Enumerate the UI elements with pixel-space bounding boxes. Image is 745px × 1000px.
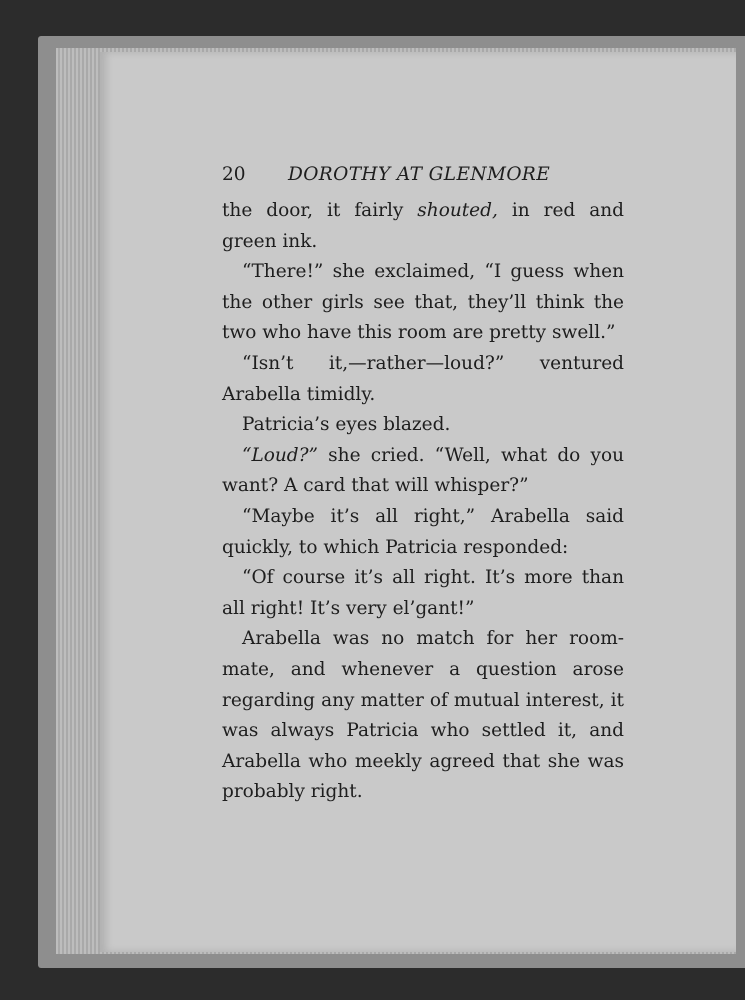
- paragraph-1: [222, 196, 624, 257]
- paragraph-text: the door, it fairly: [222, 200, 418, 221]
- paragraph-3: “Isn’t it,—rather—loud?” ventured Arabella timidly.: [222, 352, 624, 405]
- paragraph-4: Patricia’s eyes blazed.: [242, 414, 451, 436]
- emphasis-loud: “Loud?”: [242, 444, 319, 466]
- running-title: DOROTHY AT GLENMORE: [288, 164, 551, 185]
- paragraph-text: she cried. “Well, what do you want? A card that will whisper?”: [222, 444, 624, 497]
- paragraph-2: “There!” she exclaimed, “I guess when the other girls see that, they’ll think the two who have this room are pretty swell.”: [222, 261, 624, 344]
- paragraph-text: in red and green ink.: [222, 200, 624, 252]
- paragraph-5: [222, 441, 624, 502]
- paragraph-6: “Maybe it’s all right,” Arabella said quickly, to which Patricia responded:: [222, 505, 624, 558]
- paragraph-8: Arabella was no match for her room-mate, and whenever a question arose regarding any matter of mutual interest, it was always Patricia who settled it, and Arabella who meekly agreed that she was probably right.: [222, 628, 624, 803]
- emphasis-shouted: shouted,: [417, 200, 498, 221]
- page-number: 20: [222, 164, 246, 185]
- page-text: [222, 160, 624, 808]
- paragraph-7: “Of course it’s all right. It’s more than all right! It’s very el’gant!”: [222, 567, 624, 619]
- running-header: [222, 160, 624, 186]
